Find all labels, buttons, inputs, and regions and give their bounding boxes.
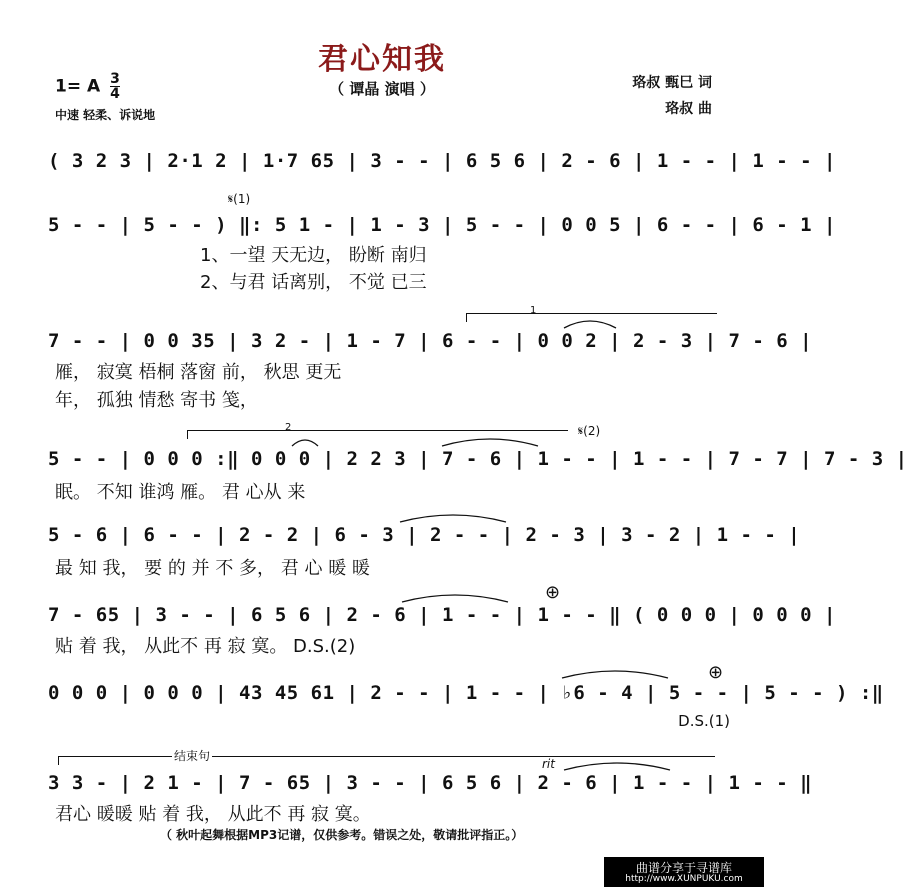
tie-8	[562, 760, 672, 772]
system-4-notes: 5 - - | 0 0 0 :‖ 0 0 0 | 2 2 3 | 7 - 6 | 1 - - | 1 - - | 7 - 7 | 7 - 3 |	[48, 448, 908, 470]
segno-sign-1: 𝄋(1)	[228, 192, 251, 206]
time-signature: $\frac{3}{4}$	[110, 71, 120, 102]
watermark-badge	[604, 857, 764, 887]
footnote: （ 秋叶起舞根据MP3记谱，仅供参考。错误之处，敬请批评指正。）	[160, 828, 524, 842]
system-8-lyric-1: 君心 暖暖 贴 着 我， 从此不 再 寂 寞。	[55, 804, 371, 825]
watermark-line-1: 曲谱分享于寻谱库	[635, 861, 732, 875]
singer-credit: （ 谭晶 演唱 ）	[329, 80, 435, 98]
tie-6	[400, 592, 510, 604]
system-7-notes: 0 0 0 | 0 0 0 | 43 45 61 | 2 - - | 1 - - | ♭6 - 4 | 5 - - | 5 - - ) :‖	[48, 682, 884, 704]
page-title: 君心知我	[318, 42, 446, 77]
lyricist-credit: 珞叔 甄巳 词	[632, 75, 712, 91]
volta-1-label: 1	[530, 305, 537, 316]
slur-3	[562, 318, 618, 330]
system-3-lyric-2: 年， 孤独 情愁 寄书 笺，	[55, 390, 258, 411]
system-2-notes: 5 - - | 5 - - ) ‖: 5 1 - | 1 - 3 | 5 - - | 0 0 5 | 6 - - | 6 - 1 |	[48, 214, 836, 236]
system-5-notes: 5 - 6 | 6 - - | 2 - 2 | 6 - 3 | 2 - - | 2 - 3 | 3 - 2 | 1 - - |	[48, 524, 801, 546]
segno-sign-2: 𝄋(2)	[578, 424, 601, 438]
key-label: 1= A	[55, 76, 101, 97]
ds-1-marking: D.S.(1)	[678, 712, 730, 730]
system-3-lyric-1: 雁， 寂寞 梧桐 落窗 前， 秋思 更无	[55, 362, 342, 383]
coda-sign-2: ⊕	[708, 662, 724, 683]
composer-credit: 珞叔 曲	[665, 101, 712, 117]
tie-5	[398, 512, 508, 524]
system-3-notes: 7 - - | 0 0 35 | 3 2 - | 1 - 7 | 6 - - | 0 0 2 | 2 - 3 | 7 - 6 |	[48, 330, 813, 352]
system-1-notes: ( 3 2 3 | 2·1 2 | 1·7 65 | 3 - - | 6 5 6 | 2 - 6 | 1 - - | 1 - - |	[48, 150, 836, 172]
watermark-line-2: http://www.XUNPUKU.com	[625, 874, 743, 884]
key-signature	[55, 72, 120, 101]
system-2-lyric-1: 1、一望 天无边， 盼断 南归	[200, 245, 427, 266]
system-2-lyric-2: 2、与君 话离别， 不觉 已三	[200, 272, 427, 293]
tie-7	[560, 668, 670, 680]
coda-sign-1: ⊕	[545, 582, 561, 603]
system-4-lyric-1: 眠。 不知 谁鸿 雁。 君 心从 来	[55, 482, 306, 503]
slur-4a	[290, 436, 320, 448]
system-5-lyric-1: 最 知 我， 要 的 并 不 多， 君 心 暖 暖	[55, 558, 370, 579]
tie-4b	[440, 436, 540, 448]
ending-label: 结束句	[174, 749, 211, 763]
system-6-notes: 7 - 65 | 3 - - | 6 5 6 | 2 - 6 | 1 - - | 1 - - ‖ ( 0 0 0 | 0 0 0 |	[48, 604, 836, 626]
volta-2-label: 2	[285, 422, 292, 433]
system-6-lyric-1: 贴 着 我， 从此不 再 寂 寞。 D.S.(2)	[55, 636, 356, 657]
rit-marking: rit	[542, 757, 555, 771]
tempo-marking: 中速 轻柔、诉说地	[55, 108, 156, 122]
system-8-notes: 3 3 - | 2 1 - | 7 - 65 | 3 - - | 6 5 6 | 2 - 6 | 1 - - | 1 - - ‖	[48, 772, 813, 794]
